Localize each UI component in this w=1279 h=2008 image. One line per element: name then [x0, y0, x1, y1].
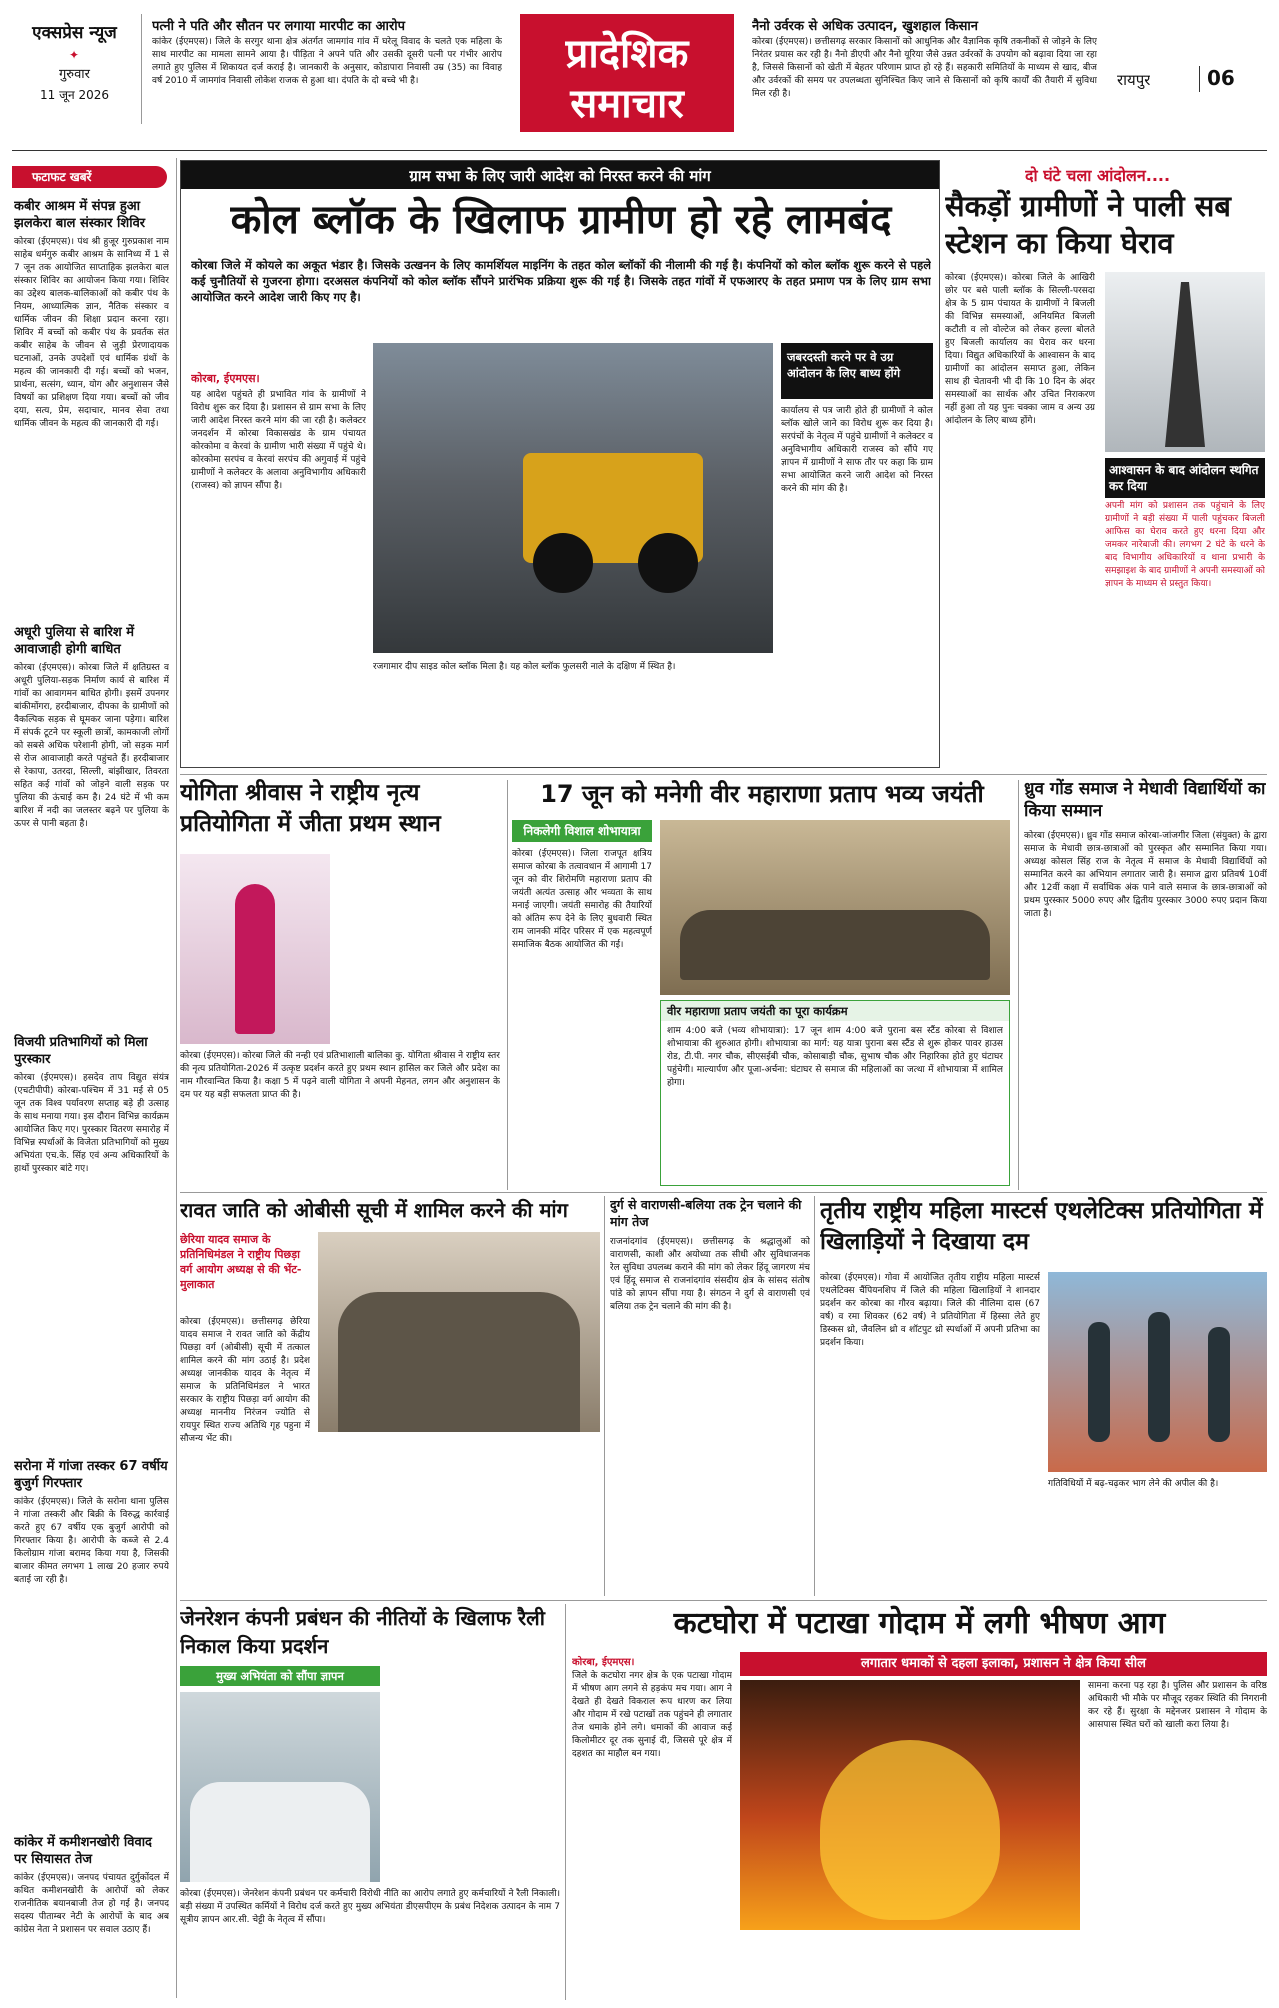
- left-story-1-body: कोरबा (ईएमएस)। पंथ श्री हुजूर गुरुप्रकाश नाम साहेब धर्मगुरु कबीर आश्रम के सानिध्य में 1 से 7 जून तक आयोजित साप्ताहिक झलकेरा बाल संस्कार शिविर का आयोजन किया गया। शिविर का उद्देश्य बालक-बालिकाओं को कबीर पंथ के नियम, आध्यात्मिक ज्ञान, नैतिक संस्कार व धार्मिक जीवन की शिक्षा प्रदान करना रहा। शिविर में बच्चों को कबीर पंथ के प्रवर्तक संत कबीर साहेब के जीवन से जुड़ी प्रेरणादायक घटनाओं, उनके उपदेशों एवं धार्मिक ग्रंथों के महत्व की जानकारी दी गई। बच्चों को भजन, प्रार्थना, सत्संग, ध्यान, योग और अनुशासन जैसे विषयों का प्रशिक्षण दिया गया। बच्चों को जीव दया, सत्य, प्रेम, सदाचार, मानव सेवा तथा धार्मिक जीवन के महत्व की जानकारी दी गई।: [14, 237, 169, 429]
- left-story-3-headline: विजयी प्रतिभागियों को मिला पुरस्कार: [14, 1035, 148, 1067]
- main-body: यह आदेश पहुंचते ही प्रभावित गांव के ग्रामीणों ने विरोध शुरू कर दिया है। प्रशासन से ग्राम सभा के लिए जारी आदेश निरस्त करने मांग की जा रही है। कलेक्टर जनदर्शन में कोरबा विकासखंड के ग्राम पंचायत कोरकोमा व केरवां के ग्रामीण भारी संख्या में पहुंचे थे। कोरकोमा सरपंच व केरवां सरपंच की अगुवाई में पहुंचे ग्रामीणों ने कलेक्टर के अलावा अनुविभागीय अधिकारी (राजस्व) को ज्ञापन सौंपा है।: [191, 390, 366, 491]
- section-title-box: [520, 14, 734, 132]
- pratap-body: कोरबा (ईएमएस)। जिला राजपूत क्षत्रिय समाज कोरबा के तत्वावधान में आगामी 17 जून को वीर शिरोमणि महाराणा प्रताप की जयंती अत्यंत उत्साह और भव्यता के साथ मनाई जाएगी। जयंती समारोह की तैयारियों को अंतिम रूप देने के लिए बुधवारी स्थित राम जानकी मंदिर परिसर में एक महत्वपूर्ण समाजिक बैठक आयोजित की गई।: [512, 849, 652, 950]
- delegation-photo: [318, 1232, 600, 1432]
- flame-shape: [820, 1740, 1000, 1920]
- masthead: [12, 14, 1267, 144]
- runner-2: [1148, 1312, 1170, 1442]
- rawat-body: कोरबा (ईएमएस)। छत्तीसगढ़ छेरिया यादव समाज ने रावत जाति को केंद्रीय पिछड़ा वर्ग (ओबीसी) सूची में तत्काल शामिल करने की मांग उठाई है। प्रदेश अध्यक्ष जानकीक यादव के नेतृत्व में समाज के प्रतिनिधिमंडल ने भारत सरकार के राष्ट्रीय पिछड़ा वर्ग आयोग की अध्यक्ष माननीय निरंजन ज्योति से रायपुर स्थित राज्य अतिथि गृह पहुना में सौजन्य भेंट की।: [180, 1317, 310, 1444]
- fire-body: जिले के कटघोरा नगर क्षेत्र के एक पटाखा गोदाम में भीषण आग लगने से हड़कंप मच गया। आग ने देखते ही देखते विकराल रूप धारण कर लिया और गोदाम में रखे पटाखों तक पहुंचने ही लगातार तेज धमाके होने लगे। धमाकों की आवाज कई किलोमीटर दूर तक सुनाई दी, जिससे पूरे क्षेत्र में दहशत का माहौल बन गया।: [572, 1671, 732, 1759]
- pratap-program-body: शाम 4:00 बजे (भव्य शोभायात्रा): 17 जून शाम 4:00 बजे पुराना बस स्टैंड कोरबा से विशाल शोभायात्रा की शुरुआत होगी। शोभायात्रा का मार्ग: यह यात्रा पुराना बस स्टैंड से शुरू होकर पावर हाउस रोड, टी.पी. नगर चौक, सीएसईबी चौक, कोसाबाड़ी चौक, सुभाष चौक और निहारिका होते हुए घंटाघर पहुंचेगी। माल्यार्पण और पूजा-अर्चना: घंटाघर से समाज की महिलाओं का जत्था में शोभायात्रा में शामिल होगा।: [667, 1026, 1003, 1088]
- right-top-headline: सैकड़ों ग्रामीणों ने पाली सब स्टेशन का किया घेराव: [945, 189, 1231, 260]
- genrayshan-body: कोरबा (ईएमएस)। जेनरेशन कंपनी प्रबंधन पर कर्मचारी विरोधी नीति का आरोप लगाते हुए कर्मचारियों ने रैली निकाली। बड़ी संख्या में उपस्थित कर्मियों ने विरोध दर्ज करते हुए मुख्य अभियंता डीएसपीएम के प्रबंध निदेशक उत्पादन के नाम 7 सूत्रीय ज्ञापन आर.सी. चेट्टी के नेतृत्व में सौंपा।: [180, 1889, 560, 1925]
- loader-wheel-2: [638, 533, 698, 593]
- dhruv-headline: ध्रुव गोंड समाज ने मेधावी विद्यार्थियों का किया सम्मान: [1024, 779, 1266, 821]
- coal-mine-photo: [373, 343, 773, 653]
- fire-dateline: कोरबा, ईएमएस।: [572, 1657, 635, 1668]
- folio-divider: [1199, 66, 1200, 92]
- right-top-story: [945, 160, 1267, 768]
- left-story-5-body: कांकेर (ईएमएस)। जनपद पंचायत दुर्गुकोंदल में कथित कमीशनखोरी के आरोपों को लेकर राजनीतिक बयानबाजी तेज हो गई है। जनपद सदस्य पीताम्बर नेटी के आरोपों के बाद अब कांग्रेस नेता ने प्रशासन पर सवाल उठाए हैं।: [14, 1873, 169, 1935]
- paper-name: एक्सप्रेस न्यूज: [32, 23, 117, 43]
- row-2-divider-a: [507, 780, 508, 1190]
- right-top-sub-heading: आश्वासन के बाद आंदोलन स्थगित कर दिया: [1105, 458, 1265, 498]
- loader-wheel-1: [533, 533, 593, 593]
- row-2-divider-b: [1018, 780, 1019, 1190]
- fire-photo: [740, 1680, 1080, 1930]
- paper-brand: [12, 14, 142, 124]
- delegation-figures: [338, 1292, 580, 1432]
- main-headline: कोल ब्लॉक के खिलाफ ग्रामीण हो रहे लामबंद: [230, 197, 892, 243]
- left-story-5-headline: कांकेर में कमीशनखोरी विवाद पर सियासत तेज: [14, 1835, 152, 1867]
- rail-body: राजनांदगांव (ईएमएस)। छत्तीसगढ़ के श्रद्धालुओं को वाराणसी, काशी और अयोध्या तक सीधी और सुविधाजनक रेल सुविधा उपलब्ध कराने की मांग को लेकर हिंदू जागरण मंच एवं हिंदू समाज से राजनांदगांव संसदीय क्षेत्र के सांसद संतोष पांडे को ज्ञापन सौंपा गया है। संगठन ने दुर्ग से वाराणसी एवं बलिया तक ट्रेन चलाने की मांग की है।: [610, 1237, 810, 1312]
- main-story: [180, 160, 940, 768]
- main-sidebar-body: कार्यालय से पत्र जारी होते ही ग्रामीणों ने कोल ब्लॉक खोले जाने का विरोध शुरू कर दिया है। सरपंचों के नेतृत्व में पहुंचे ग्रामीणों ने कलेक्टर व अनुविभागीय अधिकारी राजस्व को सौंपे गए ज्ञापन में ग्रामीणों ने साफ तौर पर कहा कि ग्राम सभा आयोजित करने जारी आदेश को निरस्त करने की मांग की है।: [781, 406, 933, 494]
- fire-banner: लगातार धमाकों से दहला इलाका, प्रशासन ने क्षेत्र किया सील: [740, 1652, 1267, 1676]
- story-yogita: [180, 778, 500, 1178]
- story-rawat: [180, 1196, 600, 1596]
- row-3-rule: [180, 1192, 1267, 1193]
- rally-photo: [180, 1692, 380, 1882]
- genrayshan-tag: मुख्य अभियंता को सौंपा ज्ञापन: [180, 1666, 380, 1686]
- right-top-kicker: दो घंटे चला आंदोलन....: [1025, 166, 1171, 185]
- top-right-story: [752, 14, 1097, 124]
- main-dateline: कोरबा, ईएमएस।: [191, 372, 260, 385]
- left-column-label: फटाफट खबरें: [12, 166, 167, 188]
- left-story-4-headline: सरोना में गांजा तस्कर 67 वर्षीय बुजुर्ग गिरफ्तार: [14, 1459, 168, 1491]
- masthead-rule: [12, 150, 1267, 151]
- top-left-body: कांकेर (ईएमएस)। जिले के सरगुर थाना क्षेत्र अंतर्गत जामगांव गांव में घरेलू विवाद के चलते एक महिला के साथ मारपीट का मामला सामने आया है। पीड़िता ने अपने पति और उसकी दूसरी पत्नी पर गंभीर आरोप लगाते हुए पुलिस में शिकायत दर्ज कराई है। जानकारी के अनुसार, कोडापारा निवासी उम्र (35) का विवाह वर्ष 2010 में जामगांव निवासी लोकेश राजक से हुआ था। दंपति के दो बच्चे भी है।: [152, 37, 502, 86]
- story-fire: [572, 1604, 1267, 2000]
- yogita-headline: योगिता श्रीवास ने राष्ट्रीय नृत्य प्रतियोगिता में जीता प्रथम स्थान: [180, 780, 441, 837]
- dancer-photo: [180, 854, 330, 1044]
- top-left-headline: पत्नी ने पति और सौतन पर लगाया मारपीट का आरोप: [152, 19, 406, 34]
- section-title-line2: समाचार: [570, 81, 684, 127]
- athletics-caption: गतिविधियों में बढ़-चढ़कर भाग लेने की अपील की है।: [1048, 1479, 1219, 1489]
- page-folio: [1107, 64, 1267, 94]
- row-2-rule: [180, 774, 1267, 775]
- fire-headline: कटघोरा में पटाखा गोदाम में लगी भीषण आग: [673, 1606, 1166, 1641]
- row-4-divider: [565, 1604, 566, 2000]
- left-column: [12, 158, 172, 1998]
- pratap-tag: निकलेगी विशाल शोभायात्रा: [512, 820, 652, 842]
- top-right-headline: नैनो उर्वरक से अधिक उत्पादन, खुशहाल किसान: [752, 19, 979, 34]
- main-caption: रजगामार दीप साइड कोल ब्लॉक मिला है। यह कोल ब्लॉक फुलसरी नाले के दक्षिण में स्थित है।: [373, 662, 676, 672]
- main-kicker: ग्राम सभा के लिए जारी आदेश को निरस्त करने की मांग: [409, 167, 711, 185]
- left-column-divider: [176, 158, 177, 1998]
- main-sidebar-heading: जबरदस्ती करने पर वे उग्र आंदोलन के लिए बाध्य होंगे: [781, 343, 933, 399]
- issue-day: गुरुवार: [58, 67, 90, 82]
- top-right-body: कोरबा (ईएमएस)। छत्तीसगढ़ सरकार किसानों को आधुनिक और वैज्ञानिक कृषि तकनीकों से जोड़ने के लिए निरंतर प्रयास कर रही है। नैनो डीएपी और नैनो यूरिया जैसे उन्नत उर्वरकों के उपयोग को बढ़ावा दिया जा रहा है, जिससे किसानों को खेती में बेहतर परिणाम प्राप्त हो रहे हैं। सहकारी समितियों के माध्यम से खाद, बीज और उर्वरकों की समय पर उपलब्धता सुनिश्चित किए जाने से किसानों को कृषि कार्यों की तैयारी में सुविधा मिल रही है।: [752, 37, 1097, 99]
- right-top-sub-body: अपनी मांग को प्रशासन तक पहुंचाने के लिए ग्रामीणों ने बड़ी संख्या में पाली पहुंचकर बिजली आफिस का घेराव करते हुए धरना दिया और जमकर नारेबाजी की। लगभग 2 घंटे के धरने के बाद विभागीय अधिकारियों व थाना प्रभारी के समझाइश के बाद ग्रामीणों ने अपनी समस्याओं को ज्ञापन के माध्यम से प्रस्तुत किया।: [1105, 501, 1265, 589]
- issue-date: 11 जून 2026: [39, 88, 109, 102]
- pratap-program-heading: वीर महाराणा प्रताप जयंती का पूरा कार्यक्रम: [661, 1001, 1009, 1021]
- pratap-program-box: [660, 1000, 1010, 1186]
- story-rail: [610, 1196, 810, 1596]
- top-left-story: [152, 14, 502, 124]
- meeting-group-photo: [660, 820, 1010, 995]
- story-pratap: [512, 778, 1012, 1188]
- decorative-star-icon: ✦: [68, 48, 80, 62]
- athletes-running-photo: [1048, 1272, 1267, 1472]
- tower-silhouette: [1165, 282, 1205, 447]
- fire-body-2: सामना करना पड़ रहा है। पुलिस और प्रशासन के वरिष्ठ अधिकारी भी मौके पर मौजूद रहकर स्थिति की निगरानी कर रहे हैं। सुरक्षा के मद्देनजर प्रशासन ने गोदाम के आसपास स्थित घरों को खाली करा लिया है।: [1088, 1681, 1267, 1730]
- left-story-3-body: कोरबा (ईएमएस)। हसदेव ताप विद्युत संयंत्र (एचटीपीपी) कोरबा-पश्चिम में 31 मई से 05 जून तक विश्व पर्यावरण सप्ताह बड़े ही उत्साह के साथ मनाया गया। इस दौरान विभिन्न कार्यक्रम आयोजित किए गए। पुरस्कार वितरण समारोह में विभिन्न स्पर्धाओं के विजेता प्रतिभागियों को मुख्य अभियंता एच.के. सिंह एवं अन्य अधिकारियों के हाथों पुरस्कार बांटे गए।: [14, 1073, 169, 1174]
- athletics-headline: तृतीय राष्ट्रीय महिला मास्टर्स एथलेटिक्स प्रतियोगिता में खिलाड़ियों ने दिखाया दम: [820, 1198, 1263, 1255]
- yogita-body: कोरबा (ईएमएस)। कोरबा जिले की नन्ही एवं प्रतिभाशाली बालिका कु. योगिता श्रीवास ने राष्ट्रीय स्तर की नृत्य प्रतियोगिता-2026 में उत्कृष्ट प्रदर्शन करते हुए प्रथम स्थान हासिल कर जिले और प्रदेश का नाम गौरवान्वित किया है। कक्षा 5 में पढ़ने वाली योगिता ने अपनी मेहनत, लगन और अनुशासन के दम पर यह बड़ी सफलता प्राप्त की है।: [180, 1051, 500, 1100]
- section-title-line1: प्रादेशिक: [565, 31, 689, 77]
- runner-1: [1088, 1322, 1110, 1442]
- left-story-2-body: कोरबा (ईएमएस)। कोरबा जिले में क्षतिग्रस्त व अधूरी पुलिया-सड़क निर्माण कार्य से बारिश में गांवों का आवागमन बाधित होगी। इसमें उपनगर बांकीमोंगरा, हरदीबाजार, दीपका के ग्रामीणों को वैकल्पिक सड़क से घूमकर जाना पड़ेगा। बारिश में संपर्क टूटने पर स्कूली छात्रों, कामकाजी लोगों को सबसे अधिक परेशानी होगी, जो सड़क मार्ग से रोज आवाजाही करते पहुंचते हैं। हरदीबाजार से रेकापा, उतरदा, सिल्ली, बांझीखार, तिवरता सहित कई गांवों को जोड़ने वाली सड़क पर पुलिया की ऊंचाई कम है। 24 घंटे में भी कम बारिश में नदी का जलस्तर बढ़ने पर पुलिया के ऊपर से पानी बहता है।: [14, 663, 169, 829]
- genrayshan-headline: जेनरेशन कंपनी प्रबंधन की नीतियों के खिलाफ रैली निकाल किया प्रदर्शन: [180, 1606, 545, 1658]
- left-story-4-body: कांकेर (ईएमएस)। जिले के सरोना थाना पुलिस ने गांजा तस्करी और बिक्री के विरुद्ध कार्रवाई करते हुए 67 वर्षीय एक बुजुर्ग आरोपी को गिरफ्तार किया है। आरोपी के कब्जे से 2.4 किलोग्राम गांजा बरामद किया गया है, जिसकी बाजार कीमत लगभग 1 लाख 20 हजार रुपये बताई जा रही है।: [14, 1497, 169, 1585]
- rally-crowd: [190, 1782, 370, 1882]
- row-4-rule: [180, 1600, 1267, 1601]
- main-deck: कोरबा जिले में कोयले का अकूत भंडार है। जिसके उत्खनन के लिए कामर्शियल माइनिंग के तहत कोल ब्लॉकों की नीलामी की गई है। कंपनियों को कोल ब्लॉक शुरू करने से पहले कई चुनौतियों से गुजरना होगा। दरअसल कंपनियों को कोल ब्लॉक सौंपने प्रारंभिक प्रक्रिया शुरू की गई है। जिसके तहत गांवों में एफआरए के तहत प्रमाण पत्र के लिए ग्राम सभा आयोजित करने आदेश जारी किए गए है।: [191, 258, 931, 304]
- row-3-divider-a: [604, 1196, 605, 1596]
- page-number: 06: [1207, 66, 1235, 90]
- athletics-body: कोरबा (ईएमएस)। गोवा में आयोजित तृतीय राष्ट्रीय महिला मास्टर्स एथलेटिक्स चैंपियनशिप में जिले की महिला खिलाड़ियों ने शानदार प्रदर्शन कर कोरबा का गौरव बढ़ाया। जिले की नीलिमा दास (67 वर्ष) व रमा शिवकर (62 वर्ष) ने प्रतियोगिता में हिस्सा लेते हुए डिस्कस थ्रो, जैवलिन थ्रो व शॉटपुट थ्रो स्पर्धाओं में अपनी प्रतिभा का प्रदर्शन किया।: [820, 1273, 1040, 1348]
- story-genrayshan: [180, 1604, 560, 2000]
- dancer-figure: [235, 884, 275, 1034]
- story-athletics: [820, 1196, 1267, 1596]
- right-top-body: कोरबा (ईएमएस)। कोरबा जिले के आखिरी छोर पर बसे पाली ब्लॉक के सिल्ली-परसदा क्षेत्र के 5 ग्राम पंचायत के ग्रामीणों ने बिजली की विभिन्न समस्याओं, अनियमित बिजली कटौती व लो वोल्टेज को लेकर हल्ला बोलते हुए बिजली कार्यालय का घेराव कर धरना दिया। विद्युत अधिकारियों के आश्वासन के बाद ग्रामीणों का आंदोलन समाप्त हुआ, लेकिन साथ ही चेतावनी भी दी कि 10 दिन के अंदर समस्याओं का सार्थक और उचित निराकरण नहीं हुआ तो यह पुनः चक्का जाम व अन्य उग्र आंदोलन के लिए बाध्य होंगे।: [945, 273, 1095, 426]
- runner-3: [1208, 1327, 1230, 1442]
- pratap-headline: 17 जून को मनेगी वीर महाराणा प्रताप भव्य जयंती: [540, 780, 984, 808]
- story-dhruv: [1024, 778, 1267, 1188]
- power-tower-photo: [1105, 272, 1265, 452]
- group-row-shape: [680, 910, 990, 980]
- row-3-divider-b: [814, 1196, 815, 1596]
- rail-headline: दुर्ग से वाराणसी-बलिया तक ट्रेन चलाने की मांग तेज: [610, 1197, 802, 1229]
- rawat-sub: छेरिया यादव समाज के प्रतिनिधिमंडल ने राष्ट्रीय पिछड़ा वर्ग आयोग अध्यक्ष से की भेंट-मुलाकात: [180, 1233, 302, 1291]
- dhruv-body: कोरबा (ईएमएस)। ध्रुव गोंड समाज कोरबा-जांजगीर जिला (संयुक्त) के द्वारा समाज के मेधावी छात्र-छात्राओं को पुरस्कृत और सम्मानित किया गया। अध्यक्ष कोसल सिंह राज के नेतृत्व में समाज के मेधावी विद्यार्थियों को सम्मानित करने का अभियान लगातार जारी है। समाज द्वारा प्रतिवर्ष 10वीं और 12वीं कक्षा में सर्वाधिक अंक पाने वाले समाज के छात्र-छात्राओं को प्रथम पुरस्कार 5000 रुपए और द्वितीय पुरस्कार 3000 रुपए प्रदान किया जाता है।: [1024, 831, 1267, 919]
- city-name: रायपुर: [1117, 71, 1151, 89]
- left-story-1-headline: कबीर आश्रम में संपन्न हुआ झलकेरा बाल संस्कार शिविर: [14, 199, 146, 231]
- rawat-headline: रावत जाति को ओबीसी सूची में शामिल करने की मांग: [180, 1198, 568, 1222]
- left-story-2-headline: अधूरी पुलिया से बारिश में आवाजाही होगी बाधित: [14, 625, 135, 657]
- main-sidebar: [781, 343, 933, 763]
